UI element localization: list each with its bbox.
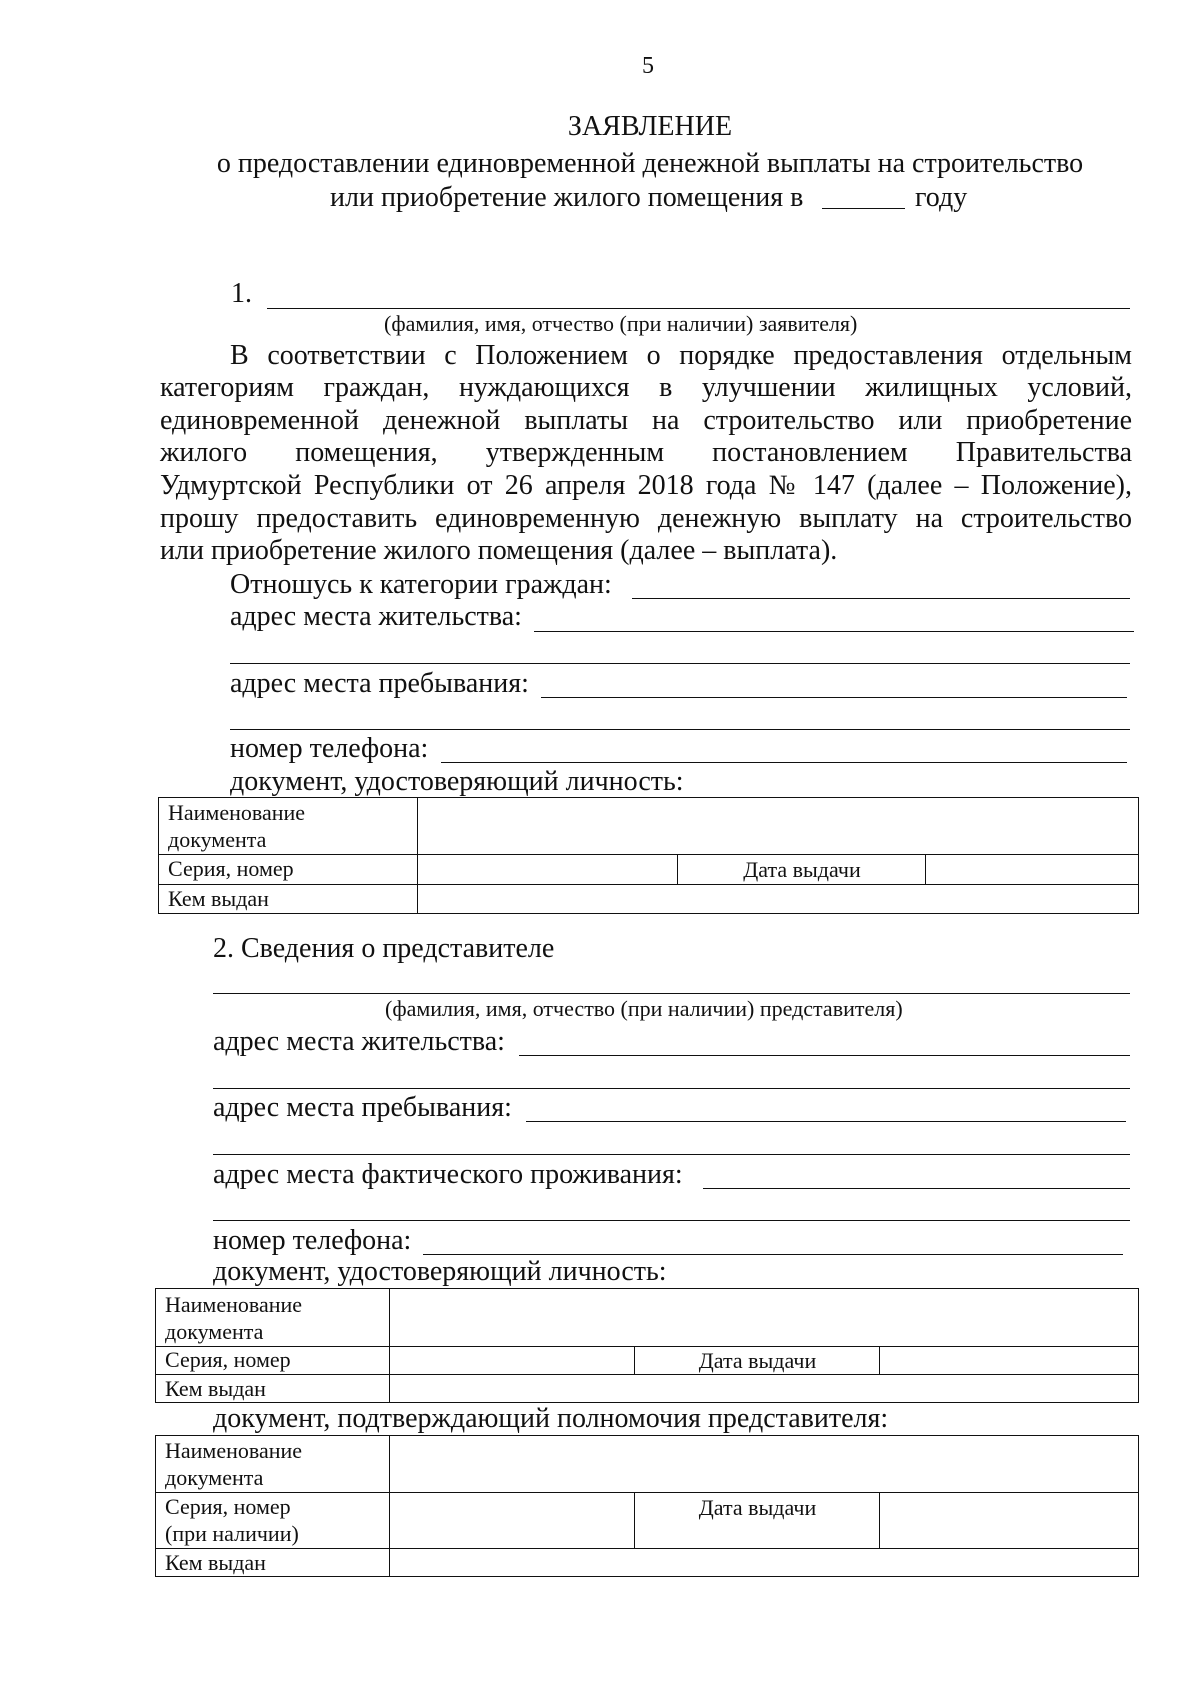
representative-id-series-label: Серия, номер bbox=[165, 1347, 291, 1372]
applicant-id-issued-by-field[interactable] bbox=[419, 885, 1137, 913]
representative-stay-field-2[interactable] bbox=[213, 1154, 1130, 1155]
representative-stay-label: адрес места пребывания: bbox=[213, 1092, 512, 1123]
representative-id-doc-label: документ, удостоверяющий личность: bbox=[213, 1256, 667, 1287]
authority-doc-label: документ, подтверждающий полномочия представителя: bbox=[213, 1403, 889, 1434]
representative-phone-field[interactable] bbox=[423, 1254, 1123, 1255]
page-number: 5 bbox=[642, 53, 654, 79]
authority-series-field[interactable] bbox=[391, 1493, 632, 1547]
authority-issued-by-field[interactable] bbox=[391, 1549, 1137, 1576]
year-field[interactable] bbox=[822, 208, 905, 209]
paragraph-line-4: жилого помещения, утвержденным постановлением Правительства bbox=[160, 437, 1132, 468]
paragraph-line-6: прошу предоставить единовременную денежную выплату на строительство bbox=[160, 503, 1132, 534]
representative-stay-field[interactable] bbox=[526, 1121, 1126, 1122]
authority-doc-name-field[interactable] bbox=[391, 1436, 1137, 1491]
applicant-number: 1. bbox=[231, 278, 252, 309]
document-subtitle-line-2-prefix: или приобретение жилого помещения в bbox=[330, 182, 804, 213]
representative-name-caption: (фамилия, имя, отчество (при наличии) представителя) bbox=[385, 996, 903, 1021]
applicant-id-doc-name-field[interactable] bbox=[419, 798, 1137, 853]
authority-series-label: Серия, номер (при наличии) bbox=[165, 1494, 299, 1546]
representative-section-title: 2. Сведения о представителе bbox=[213, 933, 555, 964]
document-subtitle-line-2-suffix: году bbox=[915, 182, 968, 213]
representative-id-issued-by-label: Кем выдан bbox=[165, 1376, 266, 1401]
representative-residence-label: адрес места жительства: bbox=[213, 1026, 505, 1057]
representative-id-series-field[interactable] bbox=[391, 1347, 632, 1373]
representative-id-issue-date-field[interactable] bbox=[881, 1347, 1137, 1373]
applicant-phone-label: номер телефона: bbox=[230, 733, 429, 764]
paragraph-line-3: единовременной денежной выплаты на строительство или приобретение bbox=[160, 405, 1132, 436]
applicant-id-table bbox=[158, 797, 1139, 914]
applicant-stay-label: адрес места пребывания: bbox=[230, 668, 529, 699]
authority-issue-date-label: Дата выдачи bbox=[698, 1495, 817, 1520]
applicant-stay-field[interactable] bbox=[541, 697, 1127, 698]
representative-id-issue-date-label: Дата выдачи bbox=[698, 1348, 817, 1373]
applicant-id-issue-date-field[interactable] bbox=[927, 855, 1137, 883]
representative-id-doc-name-label: Наименование документа bbox=[165, 1292, 303, 1344]
applicant-name-caption: (фамилия, имя, отчество (при наличии) заявителя) bbox=[384, 311, 858, 336]
representative-id-issued-by-field[interactable] bbox=[391, 1375, 1137, 1402]
representative-id-table bbox=[155, 1288, 1139, 1403]
representative-actual-label: адрес места фактического проживания: bbox=[213, 1159, 683, 1190]
applicant-phone-field[interactable] bbox=[441, 762, 1127, 763]
document-title: ЗАЯВЛЕНИЕ bbox=[567, 111, 733, 142]
applicant-residence-field[interactable] bbox=[534, 631, 1134, 632]
applicant-id-series-label: Серия, номер bbox=[168, 856, 294, 881]
authority-issued-by-label: Кем выдан bbox=[165, 1550, 266, 1575]
representative-actual-field-2[interactable] bbox=[213, 1220, 1130, 1221]
applicant-id-series-field[interactable] bbox=[419, 855, 675, 883]
applicant-id-issued-by-label: Кем выдан bbox=[168, 886, 269, 911]
representative-name-field[interactable] bbox=[213, 993, 1130, 994]
paragraph-line-7: или приобретение жилого помещения (далее – выплата). bbox=[160, 535, 838, 566]
paragraph-line-2: категориям граждан, нуждающихся в улучшении жилищных условий, bbox=[160, 372, 1132, 403]
applicant-residence-field-2[interactable] bbox=[230, 663, 1130, 664]
representative-residence-field-2[interactable] bbox=[213, 1088, 1130, 1089]
applicant-residence-label: адрес места жительства: bbox=[230, 601, 522, 632]
representative-id-doc-name-field[interactable] bbox=[391, 1289, 1137, 1345]
category-label: Отношусь к категории граждан: bbox=[230, 569, 612, 600]
category-field[interactable] bbox=[632, 598, 1130, 599]
representative-phone-label: номер телефона: bbox=[213, 1225, 412, 1256]
document-subtitle-line-1: о предоставлении единовременной денежной выплаты на строительство bbox=[216, 148, 1084, 179]
applicant-id-issue-date-label: Дата выдачи bbox=[743, 857, 861, 882]
applicant-id-doc-name-label: Наименование документа bbox=[168, 800, 306, 852]
paragraph-line-5: Удмуртской Республики от 26 апреля 2018 года № 147 (далее – Положение), bbox=[160, 470, 1132, 501]
representative-residence-field[interactable] bbox=[519, 1055, 1130, 1056]
applicant-stay-field-2[interactable] bbox=[230, 729, 1130, 730]
applicant-name-field[interactable] bbox=[267, 308, 1130, 309]
authority-table bbox=[155, 1435, 1139, 1577]
paragraph-line-1: В соответствии с Положением о порядке предоставления отдельным bbox=[230, 340, 1132, 371]
authority-doc-name-label: Наименование документа bbox=[165, 1438, 303, 1490]
authority-issue-date-field[interactable] bbox=[881, 1493, 1137, 1547]
representative-actual-field[interactable] bbox=[703, 1188, 1130, 1189]
applicant-id-doc-label: документ, удостоверяющий личность: bbox=[230, 766, 684, 797]
